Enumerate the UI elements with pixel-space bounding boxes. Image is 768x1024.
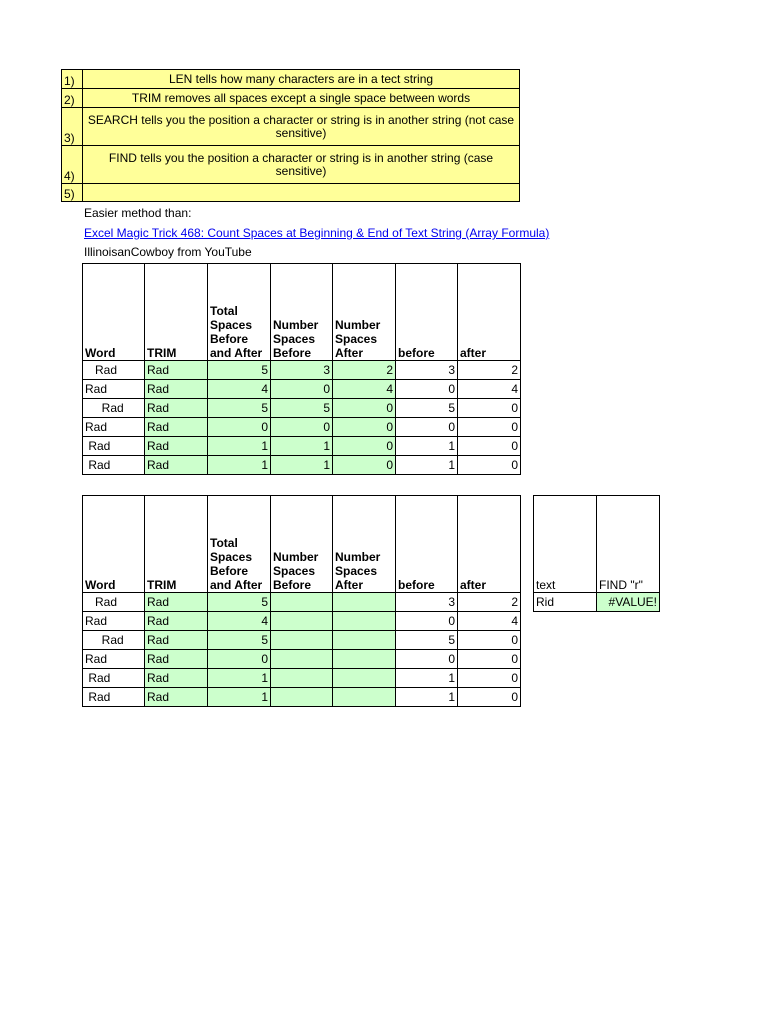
word-cell[interactable]: Rad — [83, 688, 145, 707]
number-spaces-after-cell[interactable]: 0 — [333, 418, 396, 437]
number-spaces-before-cell[interactable] — [271, 688, 333, 707]
total-spaces-cell[interactable]: 4 — [208, 380, 271, 399]
after-cell[interactable]: 0 — [458, 650, 521, 669]
after-cell[interactable]: 0 — [458, 631, 521, 650]
note-text[interactable] — [83, 184, 520, 202]
before-cell[interactable]: 5 — [396, 631, 458, 650]
number-spaces-before-cell[interactable]: 0 — [271, 418, 333, 437]
number-spaces-before-cell[interactable]: 3 — [271, 361, 333, 380]
spaces-table-2 — [82, 495, 521, 707]
before-cell[interactable]: 0 — [396, 418, 458, 437]
table-row — [83, 399, 521, 418]
table-row — [83, 437, 521, 456]
total-spaces-cell[interactable]: 1 — [208, 669, 271, 688]
table-row — [83, 612, 521, 631]
total-spaces-cell[interactable]: 5 — [208, 593, 271, 612]
after-cell[interactable]: 4 — [458, 380, 521, 399]
number-spaces-before-cell[interactable] — [271, 612, 333, 631]
word-cell[interactable]: Rad — [83, 456, 145, 475]
number-spaces-after-cell[interactable] — [333, 669, 396, 688]
table-row — [83, 361, 521, 380]
word-cell[interactable]: Rad — [83, 631, 145, 650]
spaces-table-1 — [82, 263, 521, 475]
header-number-spaces-after[interactable]: Number Spaces After — [333, 496, 396, 593]
number-spaces-before-cell[interactable]: 1 — [271, 456, 333, 475]
before-cell[interactable]: 1 — [396, 688, 458, 707]
after-cell[interactable]: 0 — [458, 669, 521, 688]
before-cell[interactable]: 3 — [396, 361, 458, 380]
total-spaces-cell[interactable]: 1 — [208, 688, 271, 707]
after-cell[interactable]: 0 — [458, 456, 521, 475]
table-row — [83, 631, 521, 650]
number-spaces-after-cell[interactable] — [333, 688, 396, 707]
note-number: 3) — [62, 108, 83, 146]
note-number: 1) — [62, 70, 83, 89]
before-cell[interactable]: 0 — [396, 612, 458, 631]
after-cell[interactable]: 0 — [458, 399, 521, 418]
header-number-spaces-before[interactable]: Number Spaces Before — [271, 264, 333, 361]
after-cell[interactable]: 2 — [458, 361, 521, 380]
header-total-spaces[interactable]: Total Spaces Before and After — [208, 264, 271, 361]
header-word[interactable]: Word — [83, 264, 145, 361]
table-row — [534, 593, 660, 612]
word-cell[interactable]: Rad — [83, 418, 145, 437]
trim-cell[interactable]: Rad — [145, 688, 208, 707]
word-cell[interactable]: Rad — [83, 650, 145, 669]
table-row — [83, 688, 521, 707]
number-spaces-after-cell[interactable] — [333, 631, 396, 650]
note-text[interactable]: TRIM removes all spaces except a single space between words — [83, 89, 520, 108]
note-number: 5) — [62, 184, 83, 202]
number-spaces-before-cell[interactable] — [271, 593, 333, 612]
excel-magic-trick-link[interactable]: Excel Magic Trick 468: Count Spaces at Beginning & End of Text String (Array Formula) — [84, 226, 550, 240]
before-cell[interactable]: 1 — [396, 456, 458, 475]
table-row — [83, 669, 521, 688]
table-row — [83, 418, 521, 437]
word-cell[interactable]: Rad — [83, 437, 145, 456]
total-spaces-cell[interactable]: 5 — [208, 631, 271, 650]
note-number: 2) — [62, 89, 83, 108]
header-number-spaces-before[interactable]: Number Spaces Before — [271, 496, 333, 593]
total-spaces-cell[interactable]: 5 — [208, 399, 271, 418]
number-spaces-before-cell[interactable] — [271, 631, 333, 650]
number-spaces-before-cell[interactable]: 5 — [271, 399, 333, 418]
header-find-r[interactable]: FIND "r" — [597, 496, 660, 593]
trim-cell[interactable]: Rad — [145, 631, 208, 650]
table-row — [83, 380, 521, 399]
word-cell[interactable]: Rad — [83, 669, 145, 688]
word-cell[interactable]: Rad — [83, 593, 145, 612]
total-spaces-cell[interactable]: 4 — [208, 612, 271, 631]
after-cell[interactable]: 0 — [458, 688, 521, 707]
trim-cell[interactable]: Rad — [145, 593, 208, 612]
header-after[interactable]: after — [458, 496, 521, 593]
note-text[interactable]: SEARCH tells you the position a character or string is in another string (not case sensitive) — [83, 108, 520, 146]
trim-cell[interactable]: Rad — [145, 399, 208, 418]
number-spaces-before-cell[interactable]: 1 — [271, 437, 333, 456]
total-spaces-cell[interactable]: 1 — [208, 456, 271, 475]
table-row — [83, 650, 521, 669]
before-cell[interactable]: 0 — [396, 650, 458, 669]
trim-cell[interactable]: Rad — [145, 380, 208, 399]
note-text[interactable]: LEN tells how many characters are in a tect string — [83, 70, 520, 89]
trim-cell[interactable]: Rad — [145, 437, 208, 456]
number-spaces-after-cell[interactable] — [333, 650, 396, 669]
number-spaces-after-cell[interactable]: 0 — [333, 437, 396, 456]
trim-cell[interactable]: Rad — [145, 612, 208, 631]
total-spaces-cell[interactable]: 0 — [208, 650, 271, 669]
total-spaces-cell[interactable]: 1 — [208, 437, 271, 456]
number-spaces-before-cell[interactable]: 0 — [271, 380, 333, 399]
number-spaces-before-cell[interactable] — [271, 650, 333, 669]
number-spaces-after-cell[interactable]: 0 — [333, 456, 396, 475]
before-cell[interactable]: 0 — [396, 380, 458, 399]
before-cell[interactable]: 1 — [396, 669, 458, 688]
trim-cell[interactable]: Rad — [145, 418, 208, 437]
note-text[interactable]: FIND tells you the position a character or string is in another string (case sensitive) — [83, 146, 520, 184]
find-table — [533, 495, 660, 612]
table-row — [83, 456, 521, 475]
after-cell[interactable]: 0 — [458, 418, 521, 437]
find-result-cell[interactable]: #VALUE! — [597, 593, 660, 612]
after-cell[interactable]: 0 — [458, 437, 521, 456]
header-before[interactable]: before — [396, 264, 458, 361]
header-text[interactable]: text — [534, 496, 597, 593]
header-word[interactable]: Word — [83, 496, 145, 593]
total-spaces-cell[interactable]: 0 — [208, 418, 271, 437]
credit-label: IllinoisanCowboy from YouTube — [84, 245, 252, 259]
header-number-spaces-after[interactable]: Number Spaces After — [333, 264, 396, 361]
header-total-spaces[interactable]: Total Spaces Before and After — [208, 496, 271, 593]
table-row — [83, 593, 521, 612]
number-spaces-after-cell[interactable]: 4 — [333, 380, 396, 399]
note-number: 4) — [62, 146, 83, 184]
after-cell[interactable]: 2 — [458, 593, 521, 612]
word-cell[interactable]: Rad — [83, 612, 145, 631]
number-spaces-after-cell[interactable]: 0 — [333, 399, 396, 418]
header-after[interactable]: after — [458, 264, 521, 361]
before-cell[interactable]: 3 — [396, 593, 458, 612]
number-spaces-after-cell[interactable] — [333, 593, 396, 612]
after-cell[interactable]: 4 — [458, 612, 521, 631]
trim-cell[interactable]: Rad — [145, 361, 208, 380]
trim-cell[interactable]: Rad — [145, 669, 208, 688]
easier-method-label: Easier method than: — [84, 206, 192, 220]
number-spaces-before-cell[interactable] — [271, 669, 333, 688]
before-cell[interactable]: 1 — [396, 437, 458, 456]
trim-cell[interactable]: Rad — [145, 650, 208, 669]
header-trim[interactable]: TRIM — [145, 264, 208, 361]
number-spaces-after-cell[interactable] — [333, 612, 396, 631]
total-spaces-cell[interactable]: 5 — [208, 361, 271, 380]
header-before[interactable]: before — [396, 496, 458, 593]
trim-cell[interactable]: Rad — [145, 456, 208, 475]
word-cell[interactable]: Rad — [83, 399, 145, 418]
find-text-cell[interactable]: Rid — [534, 593, 597, 612]
word-cell[interactable]: Rad — [83, 361, 145, 380]
word-cell[interactable]: Rad — [83, 380, 145, 399]
before-cell[interactable]: 5 — [396, 399, 458, 418]
number-spaces-after-cell[interactable]: 2 — [333, 361, 396, 380]
notes-table — [61, 69, 520, 202]
header-trim[interactable]: TRIM — [145, 496, 208, 593]
